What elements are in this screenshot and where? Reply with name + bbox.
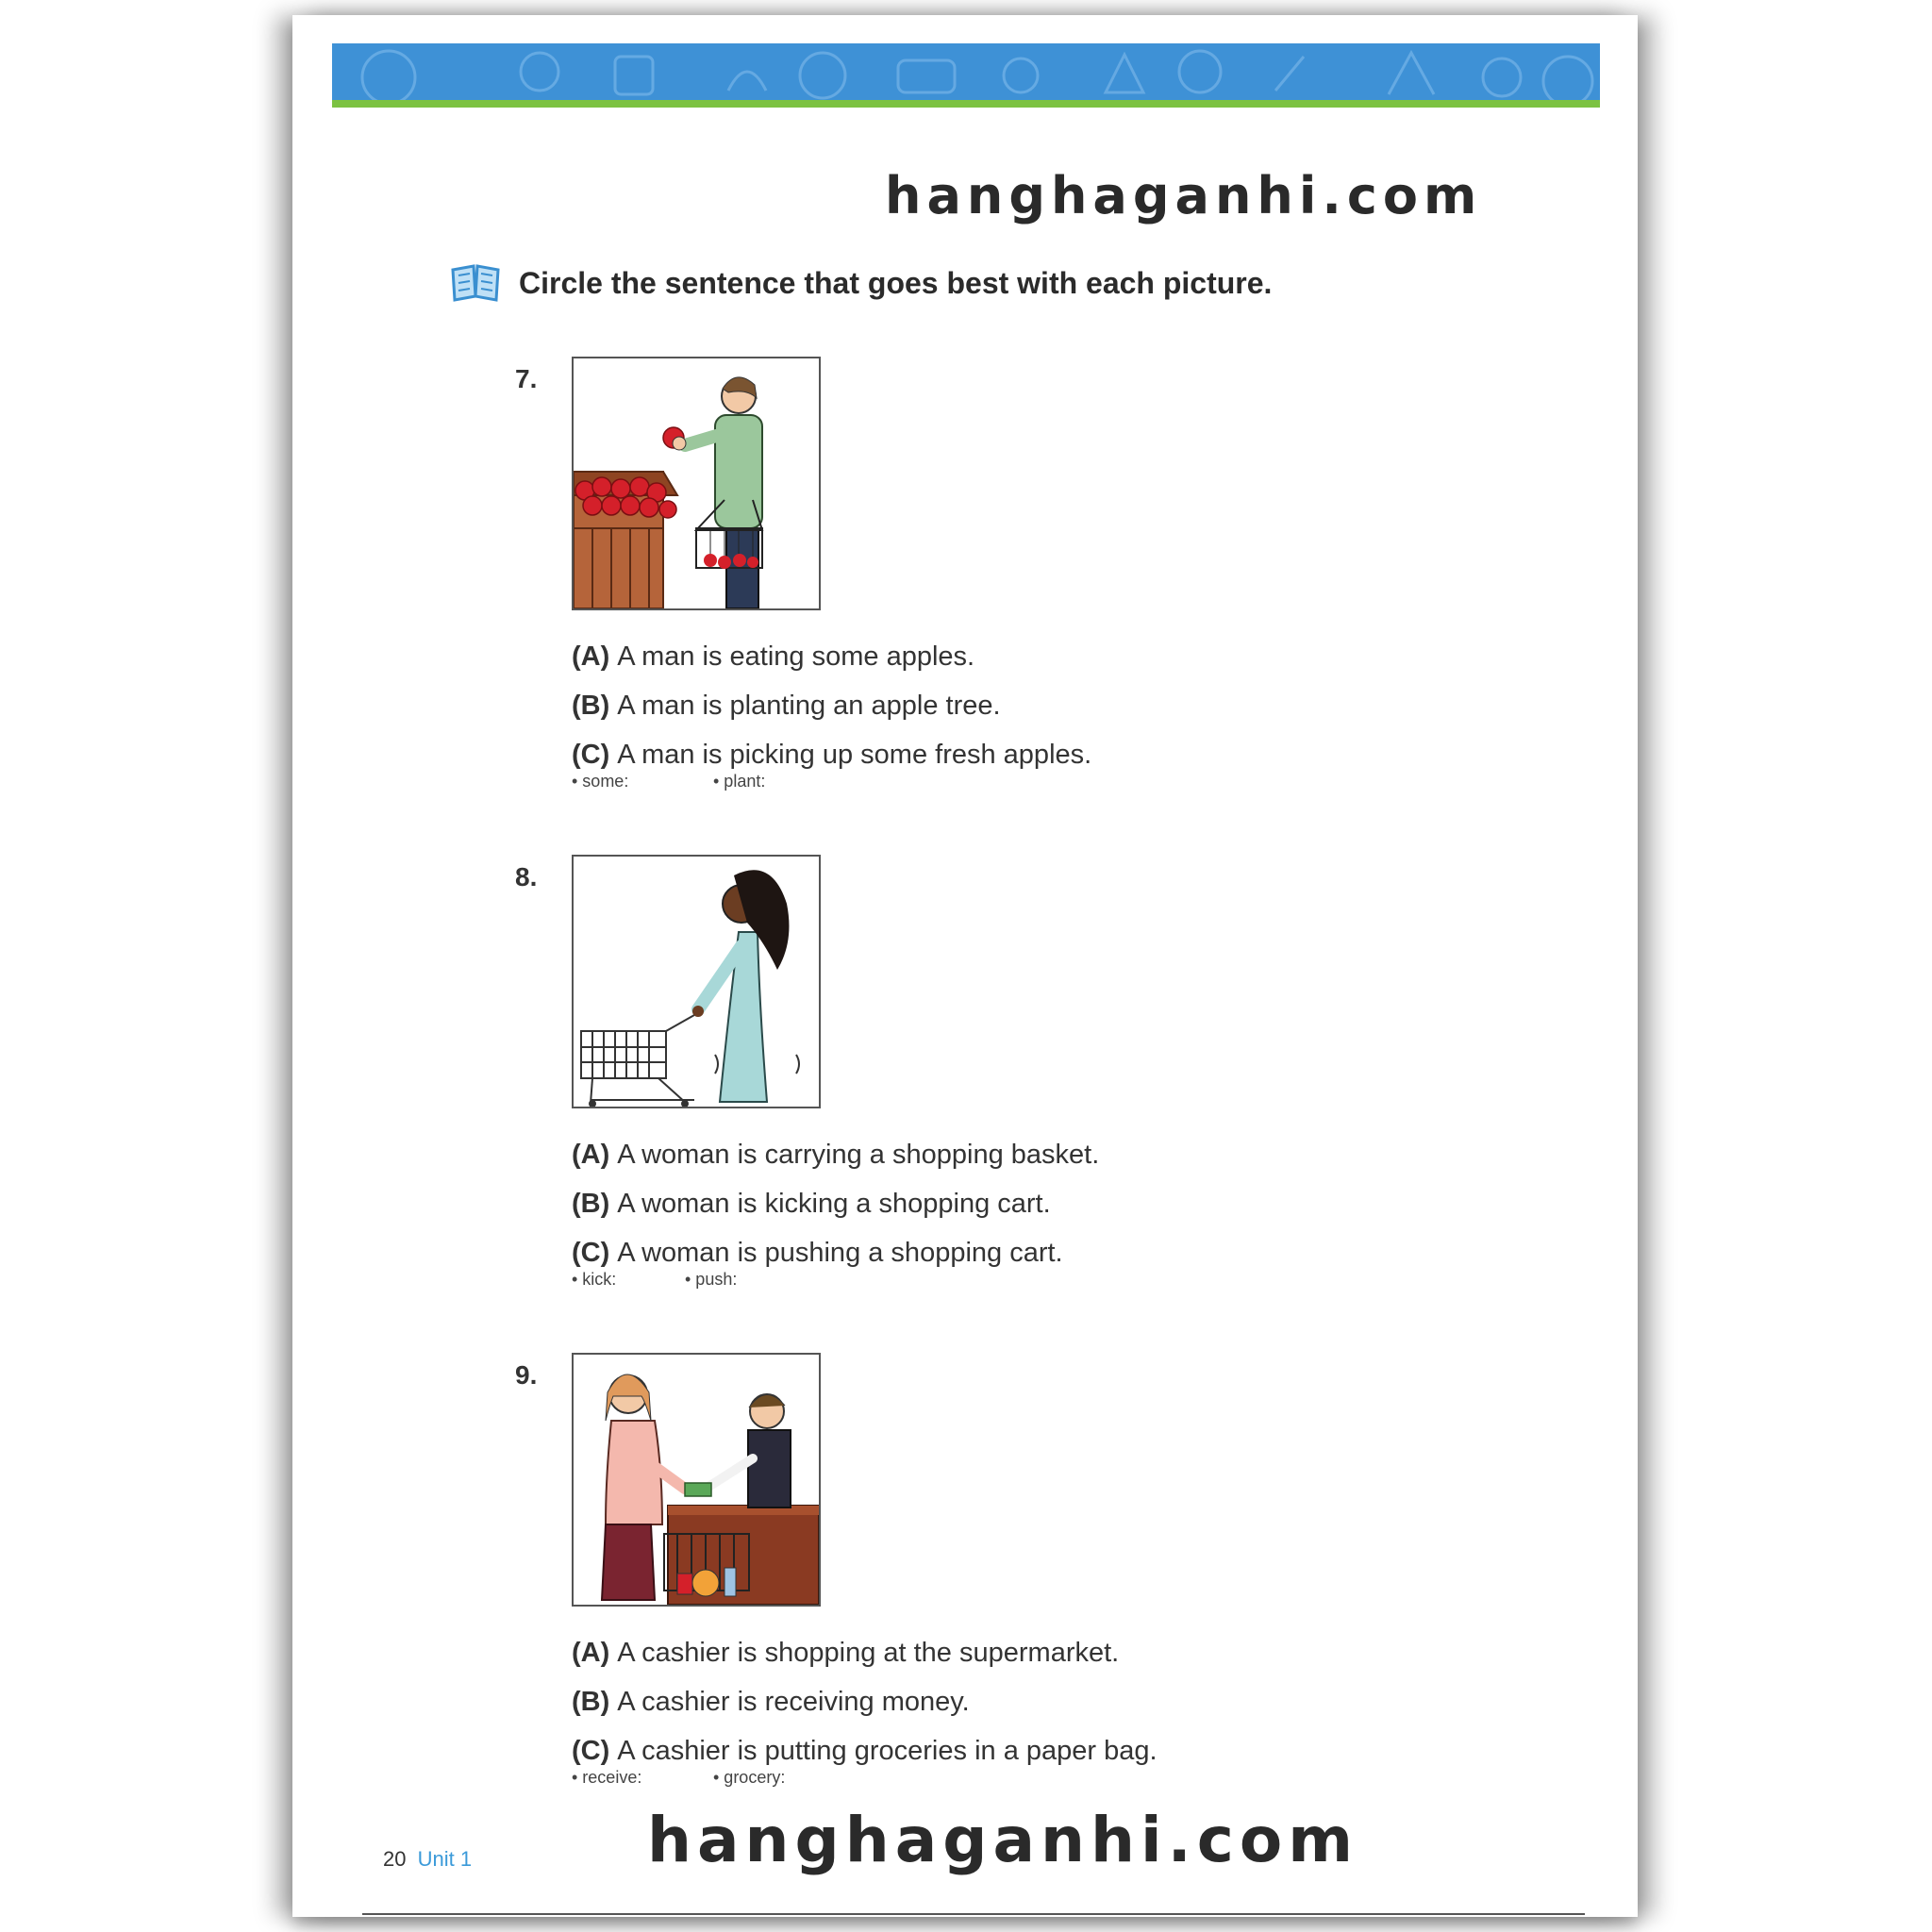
option-text: A man is eating some apples. — [617, 641, 975, 672]
option-text: A woman is pushing a shopping cart. — [617, 1238, 1063, 1268]
option-letter: (A) — [572, 1140, 610, 1170]
page-footer — [383, 1847, 472, 1872]
option-letter: (C) — [572, 1736, 610, 1766]
watermark-top: hanghaganhi.com — [885, 166, 1483, 225]
option-text: A woman is kicking a shopping cart. — [617, 1189, 1051, 1219]
option-letter: (A) — [572, 1638, 610, 1668]
options-list — [572, 1140, 1099, 1287]
vocab-word: • receive: — [572, 1768, 642, 1787]
option-letter: (B) — [572, 1687, 610, 1717]
options-list — [572, 1638, 1158, 1785]
page-number: 20 — [383, 1847, 407, 1871]
watermark-bottom: hanghaganhi.com — [647, 1804, 1358, 1876]
banner-green-strip — [332, 100, 1600, 108]
question-number: 9. — [515, 1360, 538, 1390]
option-text: A man is picking up some fresh apples. — [617, 740, 1092, 770]
option-text: A cashier is receiving money. — [617, 1687, 970, 1717]
picture-woman-pushing-cart — [572, 855, 821, 1108]
option-text: A woman is carrying a shopping basket. — [617, 1140, 1100, 1170]
vocab-word: • push: — [685, 1270, 738, 1289]
instruction-text: Circle the sentence that goes best with each picture. — [519, 265, 1273, 300]
option-a[interactable] — [572, 641, 1091, 673]
question-number: 8. — [515, 862, 538, 891]
option-c[interactable] — [572, 1736, 1158, 1767]
option-c[interactable] — [572, 740, 1091, 771]
unit-label: Unit 1 — [417, 1847, 473, 1871]
picture-cashier-receiving-money — [572, 1353, 821, 1607]
option-c[interactable] — [572, 1238, 1099, 1269]
option-a[interactable] — [572, 1638, 1158, 1669]
vocab-word: • kick: — [572, 1270, 617, 1289]
open-book-icon — [449, 262, 502, 304]
vocab-word: • plant: — [713, 772, 766, 791]
page-bottom-rule — [362, 1913, 1585, 1915]
option-b[interactable] — [572, 1687, 1158, 1718]
option-b[interactable] — [572, 1189, 1099, 1220]
option-text: A man is planting an apple tree. — [617, 691, 1001, 721]
vocab-row — [572, 1270, 737, 1290]
vocab-row — [572, 1768, 785, 1788]
question-number: 7. — [515, 364, 538, 393]
vocab-word: • grocery: — [713, 1768, 786, 1787]
option-letter: (B) — [572, 1189, 610, 1219]
option-letter: (A) — [572, 641, 610, 672]
option-letter: (B) — [572, 691, 610, 721]
option-letter: (C) — [572, 1238, 610, 1268]
banner-pattern — [332, 43, 1600, 108]
vocab-word: • some: — [572, 772, 629, 791]
vocab-row — [572, 772, 765, 791]
option-text: A cashier is putting groceries in a paper bag. — [617, 1736, 1158, 1766]
option-b[interactable] — [572, 691, 1091, 722]
workbook-page — [292, 15, 1638, 1917]
option-a[interactable] — [572, 1140, 1099, 1171]
options-list — [572, 641, 1091, 789]
header-banner — [332, 43, 1600, 108]
option-text: A cashier is shopping at the supermarket. — [617, 1638, 1120, 1668]
option-letter: (C) — [572, 740, 610, 770]
picture-man-picking-apples — [572, 357, 821, 610]
instruction-row — [449, 262, 1272, 304]
